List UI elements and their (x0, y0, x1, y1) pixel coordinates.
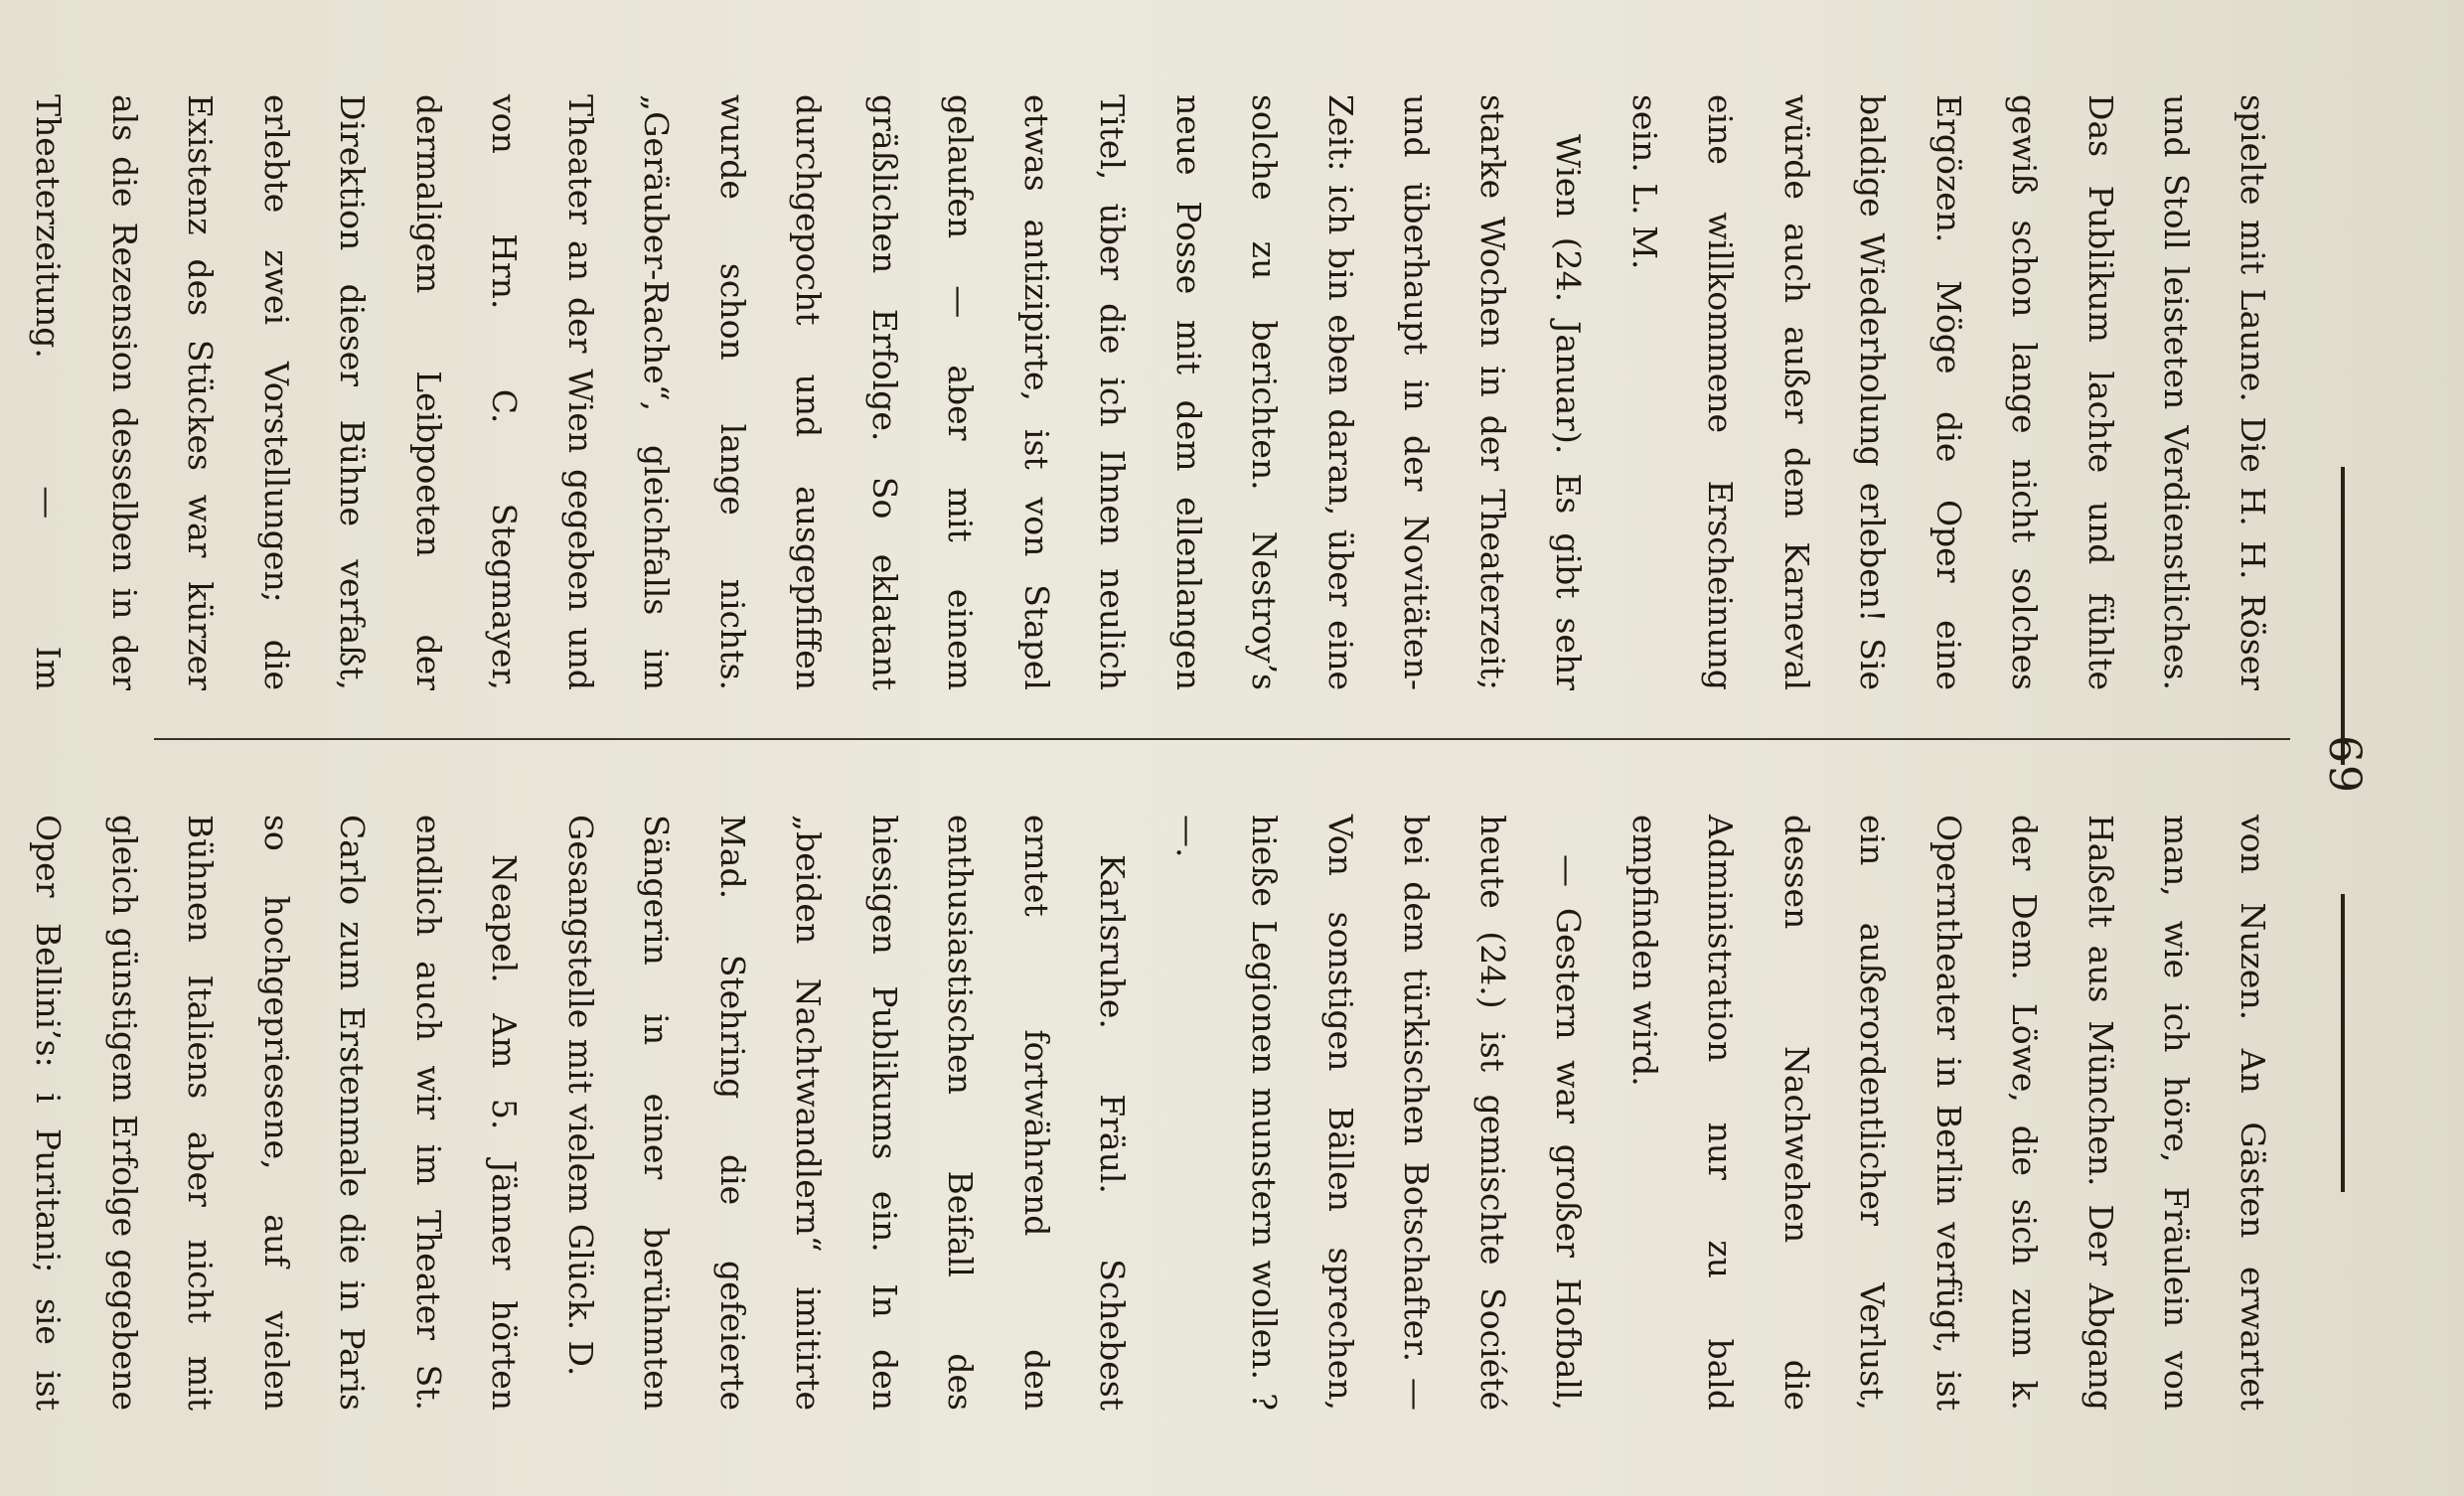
column-divider (154, 738, 2290, 740)
text-column-right (29, 815, 2290, 1411)
paragraph: spielte mit Laune. Die H. H. Röser und Stoll leisteten Verdienstliches. Das Publikum lachte und fühlte gewiß schon lange nicht solches Ergözen. Möge die Oper eine baldige Wiederholung erleben! Sie würde auch außer dem Karneval eine willkommene Erscheinung sein. L. M. (1625, 94, 2272, 690)
paragraph: von Nuzen. An Gästen erwartet man, wie ich höre, Fräulein von Haßelt aus München. Der Abgang der Dem. Löwe, die sich zum k. Operntheater in Berlin verfügt, ist ein außerordentlicher Verlust, dessen Nachwehen die Administration nur zu bald empfinden wird. (1625, 815, 2272, 1411)
paragraph: Wien (24. Januar). Es gibt sehr starke Wochen in der Theaterzeit; und überhaupt in der Novitäten-Zeit: ich bin eben daran, über eine solche zu berichten. Nestroy’s neue Posse mit dem ellenlangen Titel, über die ich Ihnen neulich etwas antizipirte, ist von Stapel gelaufen — aber mit einem gräßlichen Erfolge. So eklatant durchgepocht und ausgepfiffen wurde schon lange nichts. „Geräuber-Rache“, gleichfalls im Theater an der Wien gegeben und von Hrn. C. Stegmayer, dermaligem Leibpoeten der Direktion dieser Bühne verfaßt, erlebte zwei Vorstellungen; die Existenz des Stückes war kürzer als die Rezension desselben in der Theaterzeitung. — Im (29, 94, 1589, 690)
header-rule-right (2341, 894, 2345, 1192)
page-number: 69 (2319, 735, 2370, 795)
text-column-left (29, 94, 2290, 690)
paragraph: Neapel. Am 5. Jänner hörten endlich auch wir im Theater St. Carlo zum Erstenmale die in Paris so hochgepriesene, auf vielen Bühnen Italiens aber nicht mit gleich günstigem Erfolge gegebene Oper Bellini’s: i Puritani; sie ist (29, 815, 525, 1411)
paragraph: — Gestern war großer Hofball, heute (24.) ist gemischte Société bei dem türkischen Botschafter. — Von sonstigen Bällen sprechen, hieße Legionen munstern wollen. ? —. (1169, 815, 1589, 1411)
paragraph: Karlsruhe. Fräul. Schebest erntet fortwährend den enthusiastischen Beifall des hiesigen Publikums ein. In den „beiden Nachtwandlern“ imitirte Mad. Stehring die gefeierte Sängerin in einer berühmten Gesangstelle mit vielem Glück. D. (561, 815, 1133, 1411)
